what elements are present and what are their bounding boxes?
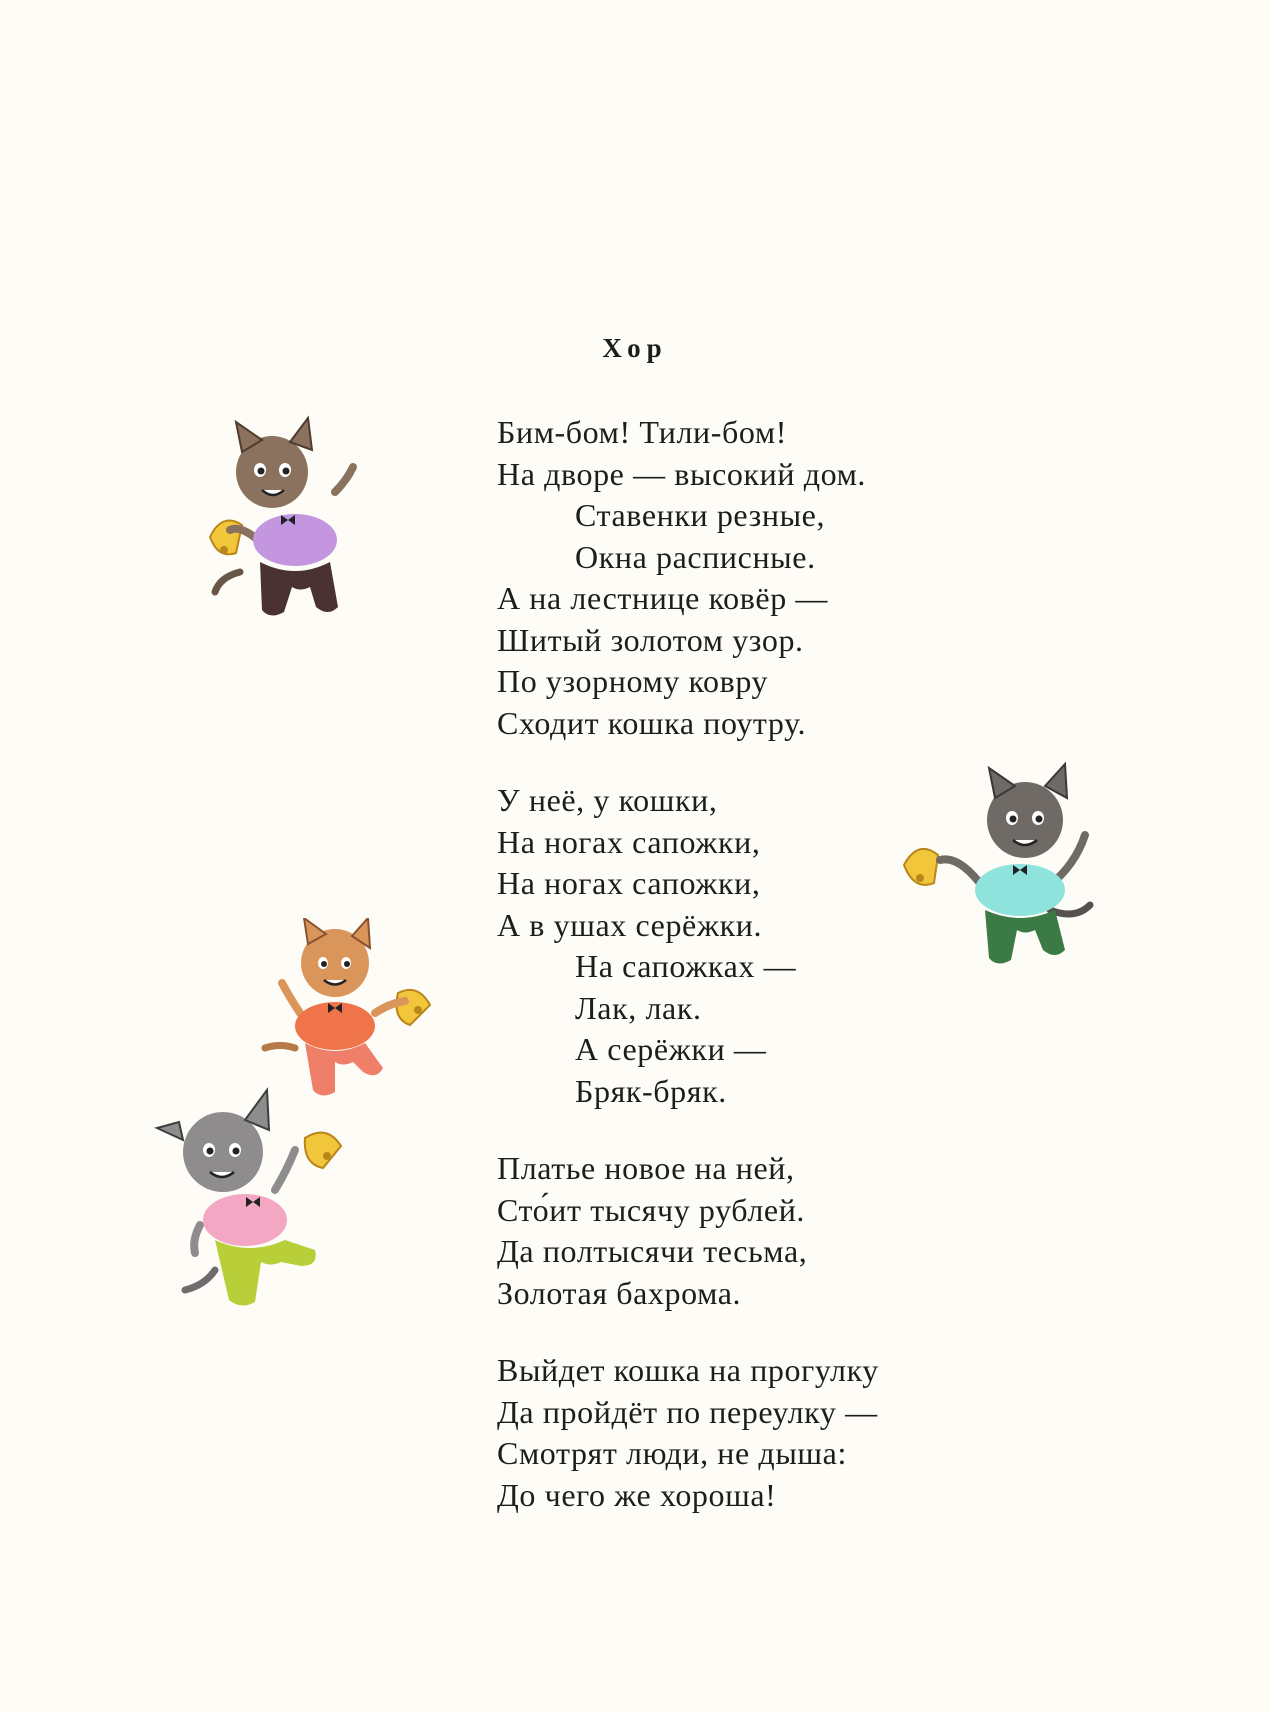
poem-line: А на лестнице ковёр —: [497, 580, 829, 616]
poem-line: По узорному ковру: [497, 663, 769, 699]
poem-line: Лак, лак.: [575, 989, 702, 1026]
poem-line: А серёжки —: [575, 1031, 767, 1067]
poem-line: Сходит кошка поутру.: [497, 704, 807, 741]
bell-icon: [397, 990, 431, 1025]
bell-icon: [305, 1133, 341, 1168]
poem-line: Ставенки резные,: [575, 497, 826, 533]
poem-line: На ногах сапожки,: [497, 823, 761, 860]
cat-mint-shirt-illustration: [900, 760, 1120, 990]
poem-line: Бряк-бряк.: [575, 1072, 727, 1109]
stanza-1: [497, 412, 1097, 744]
poem-line: На дворе — высокий дом.: [497, 455, 867, 492]
poem-line: У неё, у кошки,: [497, 782, 718, 818]
stanza-3: [497, 1148, 1097, 1314]
bell-icon: [904, 849, 938, 885]
poem-line: До чего же хороша!: [497, 1476, 777, 1513]
poem-line: Да пройдёт по переулку —: [497, 1393, 878, 1430]
poem-line: На сапожках —: [575, 948, 797, 984]
poem-line: Шитый золотом узор.: [497, 621, 804, 658]
poem-line: Смотрят люди, не дыша:: [497, 1435, 847, 1471]
poem-line: Золотая бахрома.: [497, 1274, 742, 1311]
poem-line: А в ушах серёжки.: [497, 906, 763, 943]
poem-line: Сто́ит тысячу рублей.: [497, 1191, 806, 1228]
poem-line: На ногах сапожки,: [497, 865, 761, 901]
cat-purple-shirt-illustration: [200, 412, 385, 632]
poem-line: Да полтысячи тесьма,: [497, 1233, 808, 1269]
poem-line: Платье новое на ней,: [497, 1150, 795, 1186]
poem-title: Хор: [602, 333, 668, 363]
poem-line: Выйдет кошка на прогулку: [497, 1352, 879, 1388]
poem-line: Окна расписные.: [575, 538, 816, 575]
stanza-4: [497, 1350, 1097, 1516]
cat-pink-shirt-illustration: [145, 1080, 360, 1320]
poem-line: Бим-бом! Тили-бом!: [497, 414, 787, 450]
